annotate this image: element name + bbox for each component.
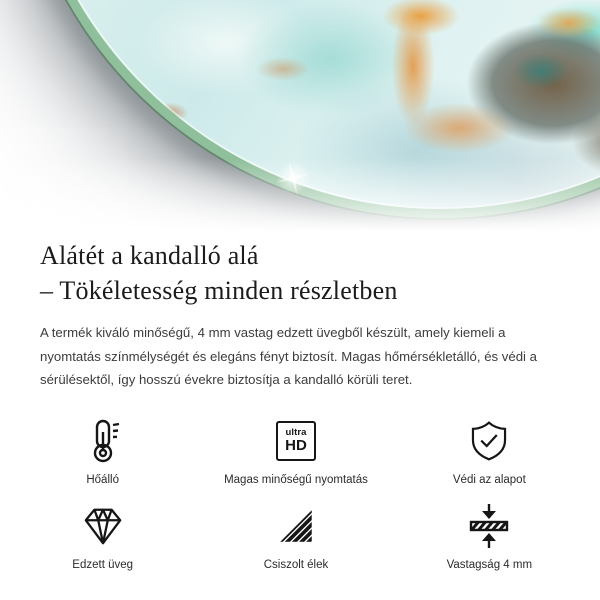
page-title-line2: – Tökéletesség minden részletben: [40, 276, 398, 305]
page-title: [40, 238, 542, 308]
feature-label: Edzett üveg: [72, 558, 134, 571]
feature-label: Vastagság 4 mm: [446, 558, 533, 571]
product-description: A termék kiváló minőségű, 4 mm vastag edzett üvegből készült, amely kiemeli a nyomtatás színmélységét és elegáns fényt biztosít. Magas hőmérsékletálló, és védi a sérülésektől, így hosszú évekre biztosítja a kandalló körüli teret.: [40, 325, 537, 387]
shield-check-icon: [467, 417, 511, 465]
feature-print-quality: [199, 417, 392, 487]
diamond-icon: [80, 502, 126, 550]
feature-label: Csiszolt élek: [263, 558, 329, 571]
feature-protects-base: [393, 417, 586, 487]
feature-polished-edges: [199, 502, 392, 572]
features-grid: [0, 417, 600, 572]
page-title-line1: Alátét a kandalló alá: [40, 241, 259, 270]
product-photo: [0, 0, 600, 236]
polished-edge-icon: [277, 502, 315, 550]
ultra-hd-icon: [276, 417, 316, 465]
feature-label: Hőálló: [86, 473, 119, 486]
thickness-icon: [467, 502, 511, 550]
feature-label: Védi az alapot: [452, 473, 526, 486]
content-section: [0, 238, 600, 392]
ultra-hd-icon-text-small: ultra: [285, 427, 307, 438]
feature-label: Magas minőségű nyomtatás: [224, 473, 368, 486]
feature-thickness: [393, 502, 586, 572]
thermometer-icon: [86, 417, 120, 465]
feature-heat-resistant: [6, 417, 199, 487]
ultra-hd-icon-text-big: HD: [285, 437, 307, 454]
feature-tempered-glass: [6, 502, 199, 572]
